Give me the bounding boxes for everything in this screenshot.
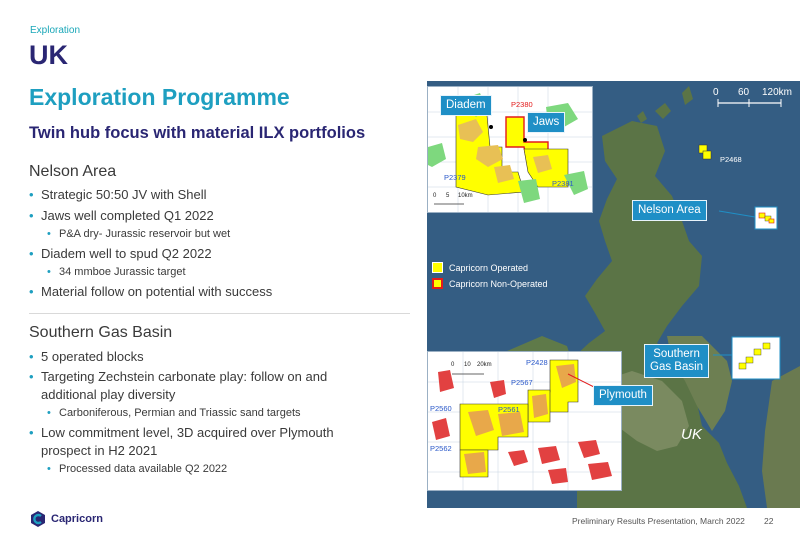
nelson-section-title: Nelson Area — [29, 163, 117, 180]
inset-scale-label: 10km — [458, 193, 473, 199]
inset-scale-label: 20km — [477, 362, 492, 368]
page-subtitle: Exploration Programme — [29, 84, 290, 110]
legend-operated — [432, 262, 528, 273]
legend-label: Capricorn Non-Operated — [449, 278, 548, 289]
inset-scale-label: 0 — [451, 362, 455, 368]
block-label: P2561 — [498, 405, 520, 414]
inset-scale-label: 10 — [464, 362, 471, 368]
sgb-callout-line2: Gas Basin — [650, 361, 704, 373]
footer-presentation: Preliminary Results Presentation, March 2022 — [572, 516, 745, 526]
block-label: P2381 — [552, 179, 574, 188]
sgb-bullet-list — [29, 348, 384, 480]
sgb-callout-line1: Southern — [653, 348, 700, 360]
list-item: • Targeting Zechstein carbonate play: follow on and additional play diversity — [29, 368, 384, 404]
scale-label: 60 — [738, 87, 750, 98]
logo-text: Capricorn — [51, 513, 103, 525]
nelson-bullet-list — [29, 186, 384, 301]
page-title: UK — [29, 40, 68, 70]
list-item: • Carboniferous, Permian and Triassic sand targets — [29, 405, 384, 421]
operated-swatch — [432, 262, 443, 273]
block-label: P2567 — [511, 378, 533, 387]
diadem-callout: Diadem — [440, 95, 492, 116]
block-label: P2380 — [511, 100, 533, 109]
sgb-section-title: Southern Gas Basin — [29, 324, 173, 341]
sgb-callout — [644, 344, 709, 378]
section-label: Exploration — [30, 25, 81, 36]
list-item: • Low commitment level, 3D acquired over Plymouth prospect in H2 2021 — [29, 424, 384, 460]
block-label: P2428 — [526, 358, 548, 367]
list-item: • Jaws well completed Q1 2022 — [29, 207, 384, 225]
sgb-inset-graphic — [428, 352, 621, 490]
inset-scale-label: 5 — [446, 193, 450, 199]
plymouth-callout: Plymouth — [593, 385, 653, 406]
tagline: Twin hub focus with material ILX portfolios — [29, 124, 366, 142]
block-label: P2468 — [720, 155, 742, 164]
sgb-inset-map — [427, 351, 622, 491]
capricorn-logo — [30, 510, 103, 528]
list-item: • Diadem well to spud Q2 2022 — [29, 245, 384, 263]
legend-non-operated — [432, 278, 548, 289]
list-item: • Strategic 50:50 JV with Shell — [29, 186, 384, 204]
legend-label: Capricorn Operated — [449, 262, 529, 273]
scale-label: 0 — [713, 87, 719, 98]
list-item: • 34 mmboe Jurassic target — [29, 264, 384, 280]
scale-label: 120km — [762, 87, 793, 98]
inset-scale-label: 0 — [433, 193, 437, 199]
list-item: • Material follow on potential with success — [29, 283, 384, 301]
block-label: P2562 — [430, 444, 452, 453]
list-item: • 5 operated blocks — [29, 348, 384, 366]
block-label: P2560 — [430, 404, 452, 413]
page-number: 22 — [764, 516, 774, 526]
non-operated-swatch — [432, 278, 443, 289]
list-item: • Processed data available Q2 2022 — [29, 461, 384, 477]
capricorn-logo-icon — [30, 510, 46, 528]
exploration-map — [427, 81, 800, 508]
jaws-callout: Jaws — [527, 112, 565, 133]
section-divider — [29, 313, 410, 314]
list-item: • P&A dry- Jurassic reservoir but wet — [29, 226, 384, 242]
block-label: P2379 — [444, 173, 466, 182]
uk-map-label: UK — [681, 426, 702, 443]
nelson-area-callout: Nelson Area — [632, 200, 707, 221]
